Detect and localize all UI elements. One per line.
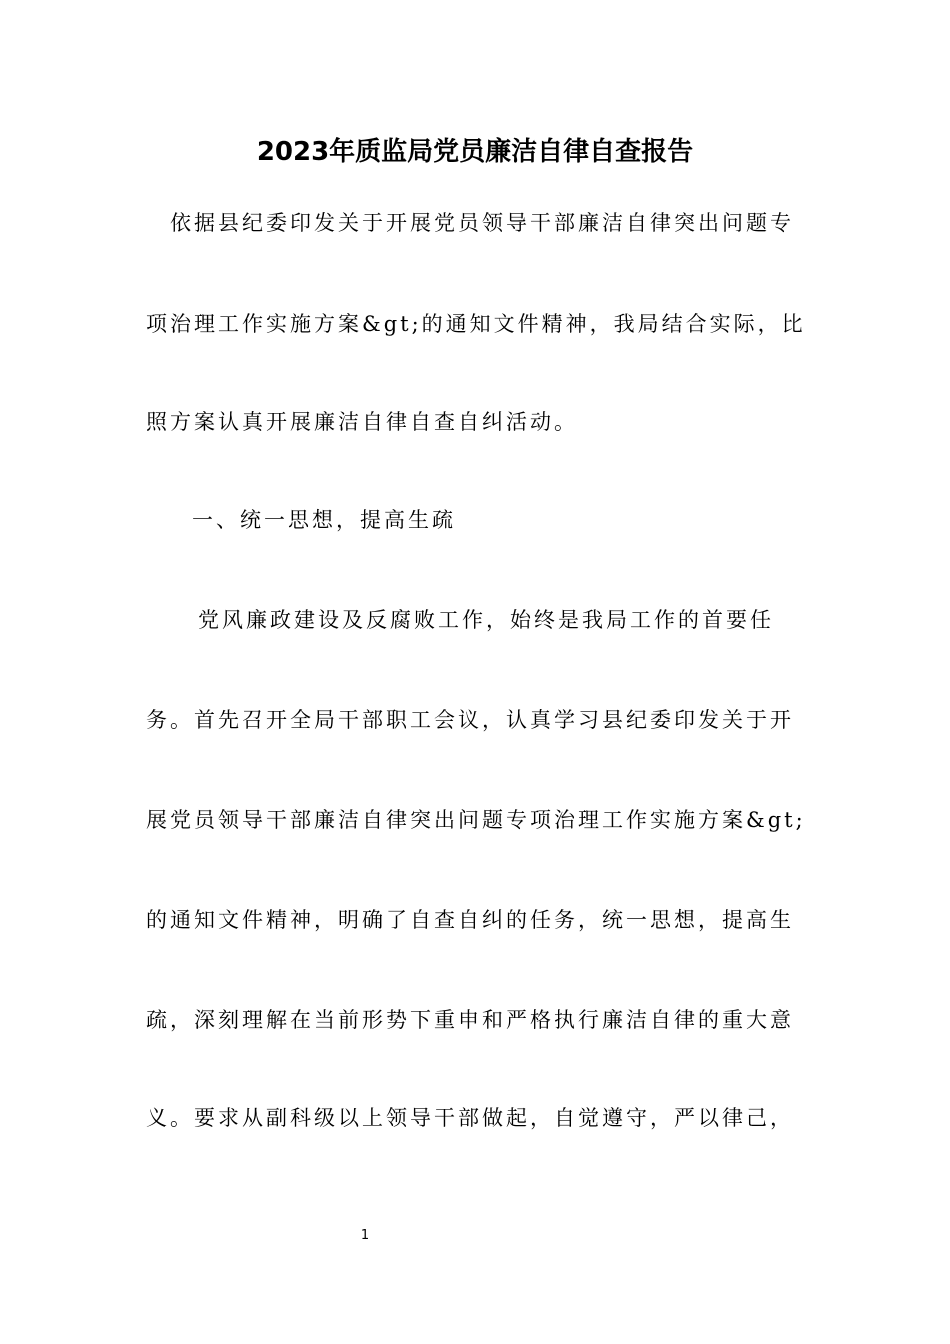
paragraph-line: 展党员领导干部廉洁自律突出问题专项治理工作实施方案&gt; (146, 808, 806, 832)
paragraph-line: 的通知文件精神，明确了自查自纠的任务，统一思想，提高生 (146, 908, 794, 932)
paragraph-line: 义。要求从副科级以上领导干部做起，自觉遵守，严以律己， (146, 1106, 794, 1130)
paragraph-line: 照方案认真开展廉洁自律自查自纠活动。 (146, 410, 578, 434)
paragraph-line: 项治理工作实施方案&gt;的通知文件精神，我局结合实际，比 (146, 312, 806, 336)
page-number: 1 (360, 1228, 370, 1243)
section-heading: 一、统一思想，提高生疏 (192, 508, 456, 532)
document-title: 2023年质监局党员廉洁自律自查报告 (256, 137, 694, 167)
paragraph-line: 党风廉政建设及反腐败工作，始终是我局工作的首要任 (198, 608, 774, 632)
paragraph-line: 疏，深刻理解在当前形势下重申和严格执行廉洁自律的重大意 (146, 1008, 794, 1032)
paragraph-line: 依据县纪委印发关于开展党员领导干部廉洁自律突出问题专 (170, 211, 794, 235)
paragraph-line: 务。首先召开全局干部职工会议，认真学习县纪委印发关于开 (146, 708, 794, 732)
